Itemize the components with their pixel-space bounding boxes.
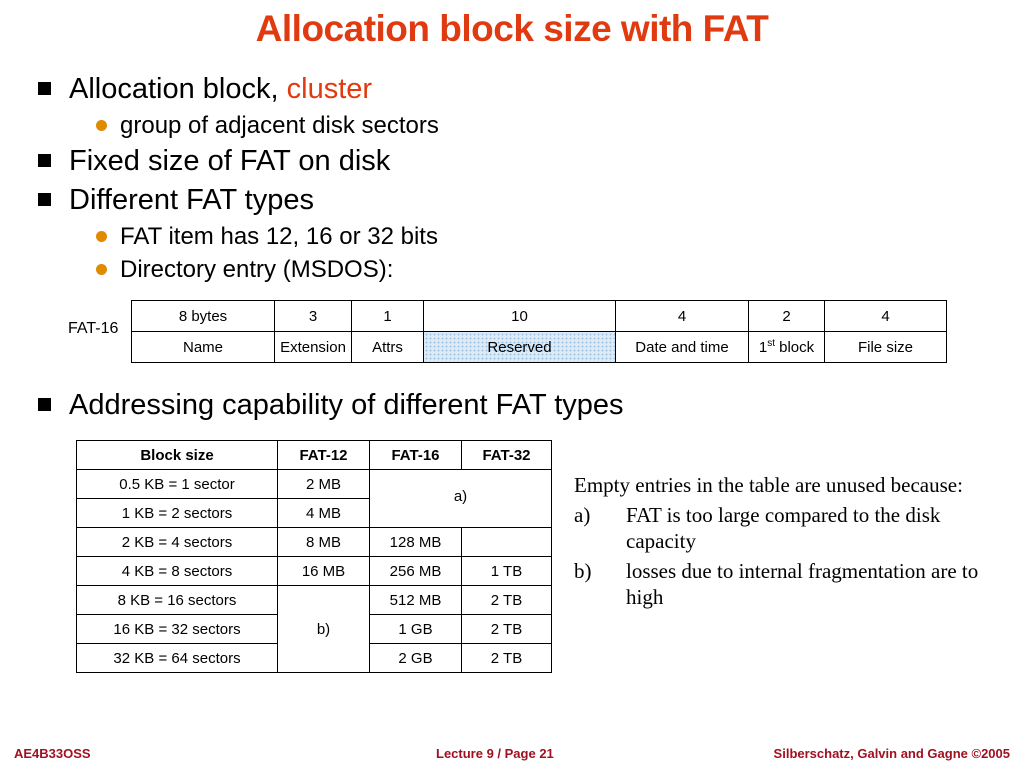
column-header: FAT-16 [370, 441, 462, 470]
table-cell: Extension [275, 332, 352, 363]
table-cell: 4 [616, 301, 749, 332]
table-row [77, 528, 552, 557]
sub-bullet-text: FAT item has 12, 16 or 32 bits [120, 223, 438, 250]
table-cell: File size [825, 332, 947, 363]
sub-bullet-text: Directory entry (MSDOS): [120, 256, 394, 283]
slide-title: Allocation block size with FAT [255, 8, 769, 49]
table-cell: 1 TB [462, 557, 552, 586]
note-item-a: a) FAT is too large compared to the disk capacity [574, 503, 941, 553]
square-bullet-icon [38, 193, 51, 206]
table-cell: 4 KB = 8 sectors [77, 557, 278, 586]
footer-course-code: AE4B33OSS [14, 746, 91, 761]
square-bullet-icon [38, 398, 51, 411]
bullet-accent-text: cluster [286, 73, 373, 105]
table-cell: 32 KB = 64 sectors [77, 644, 278, 673]
table-row [77, 470, 552, 499]
directory-entry-table [131, 300, 947, 363]
table-cell: 2 GB [370, 644, 462, 673]
unused-entries-note [574, 472, 1004, 610]
column-header: FAT-12 [278, 441, 370, 470]
table-cell: 256 MB [370, 557, 462, 586]
round-bullet-icon [96, 120, 107, 131]
bullet-text: Addressing capability of different FAT types [69, 389, 624, 421]
column-header: Block size [77, 441, 278, 470]
table-cell: 2 MB [278, 470, 370, 499]
addressing-table [76, 440, 552, 673]
round-bullet-icon [96, 231, 107, 242]
table-cell: 16 KB = 32 sectors [77, 615, 278, 644]
table-cell: 1 KB = 2 sectors [77, 499, 278, 528]
table-cell: Attrs [352, 332, 424, 363]
table-cell: Name [132, 332, 275, 363]
table-cell: 3 [275, 301, 352, 332]
table-cell: 2 TB [462, 644, 552, 673]
table-cell: 16 MB [278, 557, 370, 586]
merged-cell-a: a) [370, 470, 552, 528]
table-header-row [77, 441, 552, 470]
table-cell: 2 KB = 4 sectors [77, 528, 278, 557]
round-bullet-icon [96, 264, 107, 275]
table-cell: Date and time [616, 332, 749, 363]
table-cell: 1 GB [370, 615, 462, 644]
bullet-text: Different FAT types [69, 184, 314, 216]
table-cell: 512 MB [370, 586, 462, 615]
bullet-text: Fixed size of FAT on disk [69, 145, 391, 177]
column-header: FAT-32 [462, 441, 552, 470]
table-cell: 2 TB [462, 586, 552, 615]
square-bullet-icon [38, 82, 51, 95]
note-intro: Empty entries in the table are unused because: [574, 473, 963, 497]
table-row [77, 586, 552, 615]
table-cell: 8 KB = 16 sectors [77, 586, 278, 615]
square-bullet-icon [38, 154, 51, 167]
table-cell: 2 TB [462, 615, 552, 644]
sub-bullet-text: group of adjacent disk sectors [120, 112, 439, 139]
bullet-text: Allocation block, [69, 73, 287, 105]
table-row [77, 557, 552, 586]
table-row [132, 332, 947, 363]
table-cell: 8 MB [278, 528, 370, 557]
note-item-b: b) losses due to internal fragmentation are to high [574, 559, 979, 609]
first-block-cell: 1st block [749, 332, 825, 363]
footer-copyright: Silberschatz, Galvin and Gagne ©2005 [773, 746, 1010, 761]
reserved-cell: Reserved [424, 332, 616, 363]
merged-cell-b: b) [278, 586, 370, 673]
table-row [132, 301, 947, 332]
table-cell: 4 [825, 301, 947, 332]
table-cell: 8 bytes [132, 301, 275, 332]
table-cell: 1 [352, 301, 424, 332]
table-cell: 0.5 KB = 1 sector [77, 470, 278, 499]
table-cell: 4 MB [278, 499, 370, 528]
table-cell: 2 [749, 301, 825, 332]
table-cell: 10 [424, 301, 616, 332]
empty-cell [462, 528, 552, 557]
footer-page-number: Lecture 9 / Page 21 [436, 746, 554, 761]
fat16-row-label: FAT-16 [68, 320, 119, 337]
table-cell: 128 MB [370, 528, 462, 557]
